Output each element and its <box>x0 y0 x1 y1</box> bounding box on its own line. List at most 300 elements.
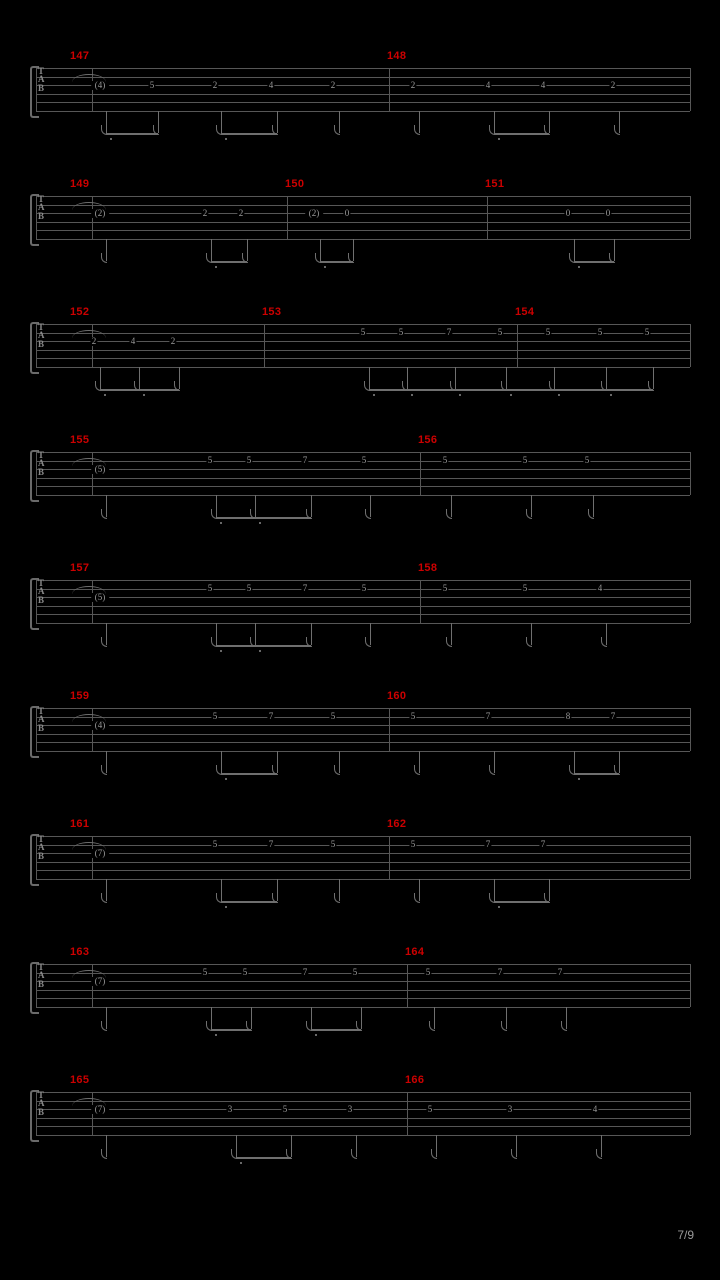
note-flag <box>101 509 107 519</box>
tab-clef-letter: B <box>38 978 45 989</box>
tab-clef <box>38 707 45 732</box>
rhythm-dot <box>558 394 560 396</box>
note-flag <box>101 893 107 903</box>
note-flag <box>101 253 107 263</box>
rhythm-dot <box>225 138 227 140</box>
tab-staff <box>36 68 690 110</box>
barline <box>389 708 390 751</box>
tab-clef-letter: A <box>38 458 45 469</box>
tab-clef <box>38 195 45 220</box>
measure-number: 155 <box>70 434 90 446</box>
beam <box>255 645 311 647</box>
staff-line <box>36 973 690 974</box>
measure-number: 166 <box>405 1074 425 1086</box>
tab-clef-letter: T <box>38 706 45 716</box>
barline <box>690 1092 691 1135</box>
staff-line <box>36 1092 690 1093</box>
tab-clef-letter: A <box>38 714 45 725</box>
rhythm-dot <box>143 394 145 396</box>
tab-note: 3 <box>347 1103 353 1114</box>
staff-line <box>36 486 690 487</box>
tab-clef-letter: B <box>38 210 45 221</box>
tab-clef-letter: A <box>38 970 45 981</box>
beam <box>574 773 619 775</box>
note-flag <box>101 1149 107 1159</box>
barline <box>690 68 691 111</box>
staff-line <box>36 870 690 871</box>
tab-clef-letter: A <box>38 1098 45 1109</box>
tab-clef-letter: T <box>38 834 45 844</box>
tab-clef-letter: T <box>38 450 45 460</box>
tab-staff <box>36 964 690 1006</box>
measure-number: 163 <box>70 946 90 958</box>
tab-note: 5 <box>330 711 336 722</box>
staff-line <box>36 836 690 837</box>
tab-note: 5 <box>361 455 367 466</box>
beam <box>320 261 353 263</box>
tab-note: 4 <box>592 1103 598 1114</box>
tab-note: 5 <box>398 327 404 338</box>
measure-number: 159 <box>70 690 90 702</box>
tab-note: 5 <box>207 455 213 466</box>
tie-slur <box>72 74 106 82</box>
note-flag <box>101 1021 107 1031</box>
tab-clef <box>38 323 45 348</box>
rhythm-dot <box>610 394 612 396</box>
tab-note: 5 <box>545 327 551 338</box>
note-flag <box>446 637 452 647</box>
tab-note: 7 <box>497 967 503 978</box>
note-flag <box>526 637 532 647</box>
staff-line <box>36 1126 690 1127</box>
staff-line <box>36 717 690 718</box>
tab-note: (7) <box>94 1103 106 1114</box>
tab-clef-letter: B <box>38 850 45 861</box>
staff-line <box>36 85 690 86</box>
tab-note: 5 <box>352 967 358 978</box>
measure-number: 157 <box>70 562 90 574</box>
measure-number: 154 <box>515 306 535 318</box>
tab-note: 5 <box>410 839 416 850</box>
measure-number: 151 <box>485 178 505 190</box>
rhythm-dot <box>259 522 261 524</box>
beam <box>311 1029 361 1031</box>
tab-clef-letter: T <box>38 194 45 204</box>
tab-note: 0 <box>344 207 350 218</box>
measure-number: 149 <box>70 178 90 190</box>
barline <box>36 452 37 495</box>
tab-staff <box>36 708 690 750</box>
tab-note: 5 <box>360 327 366 338</box>
note-flag <box>101 637 107 647</box>
staff-line <box>36 68 690 69</box>
tab-clef <box>38 67 45 92</box>
barline <box>690 964 691 1007</box>
tab-note: 4 <box>485 79 491 90</box>
tab-note: (7) <box>94 975 106 986</box>
beam <box>139 389 179 391</box>
note-flag <box>588 509 594 519</box>
tab-note: 5 <box>330 839 336 850</box>
tab-note: 7 <box>485 839 491 850</box>
staff-line <box>36 614 690 615</box>
rhythm-dot <box>510 394 512 396</box>
tab-clef <box>38 835 45 860</box>
tab-note: (4) <box>94 719 106 730</box>
tab-note: 5 <box>597 327 603 338</box>
staff-line <box>36 478 690 479</box>
tab-note: 8 <box>565 711 571 722</box>
tie-slur <box>72 1098 106 1106</box>
barline <box>690 708 691 751</box>
beam <box>494 133 549 135</box>
beam <box>221 133 277 135</box>
rhythm-dot <box>215 1034 217 1036</box>
tie-slur <box>72 714 106 722</box>
staff-line <box>36 1118 690 1119</box>
beam <box>574 261 614 263</box>
beam <box>216 645 255 647</box>
measure-number: 161 <box>70 818 90 830</box>
barline <box>36 196 37 239</box>
tab-note: 0 <box>565 207 571 218</box>
tab-note: 5 <box>522 455 528 466</box>
staff-line <box>36 606 690 607</box>
staff-line <box>36 102 690 103</box>
tab-note: 5 <box>425 967 431 978</box>
tab-note: 5 <box>584 455 590 466</box>
note-flag <box>561 1021 567 1031</box>
barline <box>690 196 691 239</box>
barline <box>36 580 37 623</box>
rhythm-dot <box>459 394 461 396</box>
beam <box>494 901 549 903</box>
barline <box>264 324 265 367</box>
staff-line <box>36 239 690 240</box>
staff-line <box>36 1101 690 1102</box>
rhythm-dot <box>220 650 222 652</box>
beam <box>216 517 255 519</box>
tab-clef-letter: B <box>38 466 45 477</box>
tab-note: (2) <box>308 207 320 218</box>
tab-note: 5 <box>361 583 367 594</box>
tie-slur <box>72 970 106 978</box>
tab-note: 3 <box>227 1103 233 1114</box>
note-flag <box>334 765 340 775</box>
tab-staff <box>36 196 690 238</box>
note-flag <box>414 893 420 903</box>
staff-line <box>36 230 690 231</box>
staff-line <box>36 222 690 223</box>
barline <box>690 452 691 495</box>
rhythm-dot <box>240 1162 242 1164</box>
rhythm-dot <box>373 394 375 396</box>
rhythm-dot <box>215 266 217 268</box>
tab-clef-letter: T <box>38 1090 45 1100</box>
tab-note: (5) <box>94 463 106 474</box>
tab-note: 5 <box>242 967 248 978</box>
tab-note: 7 <box>557 967 563 978</box>
tab-note: 2 <box>202 207 208 218</box>
note-flag <box>414 125 420 135</box>
page-number: 7/9 <box>677 1228 694 1242</box>
barline <box>36 836 37 879</box>
staff-line <box>36 998 690 999</box>
tab-note: (7) <box>94 847 106 858</box>
staff-line <box>36 469 690 470</box>
tab-note: 2 <box>170 335 176 346</box>
rhythm-dot <box>259 650 261 652</box>
staff-line <box>36 990 690 991</box>
tab-clef-letter: T <box>38 66 45 76</box>
tab-note: 7 <box>302 583 308 594</box>
tab-note: 3 <box>507 1103 513 1114</box>
tab-note: 4 <box>268 79 274 90</box>
tab-note: 5 <box>522 583 528 594</box>
tab-note: 0 <box>605 207 611 218</box>
tab-note: 7 <box>540 839 546 850</box>
tab-clef-letter: B <box>38 1106 45 1117</box>
tab-clef <box>38 451 45 476</box>
barline <box>389 836 390 879</box>
tab-note: 2 <box>212 79 218 90</box>
staff-line <box>36 452 690 453</box>
note-flag <box>334 125 340 135</box>
barline <box>36 964 37 1007</box>
note-flag <box>101 765 107 775</box>
tab-note: 5 <box>497 327 503 338</box>
tie-slur <box>72 330 106 338</box>
beam <box>606 389 653 391</box>
staff-line <box>36 111 690 112</box>
staff-line <box>36 742 690 743</box>
note-flag <box>351 1149 357 1159</box>
note-flag <box>414 765 420 775</box>
staff-line <box>36 725 690 726</box>
staff-line <box>36 964 690 965</box>
tab-note: 5 <box>282 1103 288 1114</box>
beam <box>455 389 506 391</box>
beam <box>255 517 311 519</box>
staff-line <box>36 77 690 78</box>
measure-number: 165 <box>70 1074 90 1086</box>
barline <box>36 708 37 751</box>
rhythm-dot <box>578 266 580 268</box>
measure-number: 150 <box>285 178 305 190</box>
staff-line <box>36 495 690 496</box>
tie-slur <box>72 842 106 850</box>
measure-number: 164 <box>405 946 425 958</box>
tab-note: 2 <box>91 335 97 346</box>
staff-line <box>36 981 690 982</box>
staff-line <box>36 734 690 735</box>
beam <box>106 133 158 135</box>
staff-line <box>36 367 690 368</box>
barline <box>487 196 488 239</box>
tab-clef <box>38 579 45 604</box>
tab-clef-letter: A <box>38 202 45 213</box>
tab-clef-letter: B <box>38 82 45 93</box>
measure-number: 147 <box>70 50 90 62</box>
tab-clef-letter: B <box>38 722 45 733</box>
note-flag <box>526 509 532 519</box>
beam <box>221 901 277 903</box>
tab-note: 4 <box>130 335 136 346</box>
staff-line <box>36 213 690 214</box>
staff-line <box>36 1007 690 1008</box>
tie-slur <box>72 586 106 594</box>
rhythm-dot <box>578 778 580 780</box>
staff-line <box>36 623 690 624</box>
rhythm-dot <box>104 394 106 396</box>
measure-number: 156 <box>418 434 438 446</box>
tab-clef-letter: B <box>38 338 45 349</box>
tab-note: 5 <box>202 967 208 978</box>
tab-clef-letter: A <box>38 586 45 597</box>
barline <box>420 452 421 495</box>
beam <box>506 389 554 391</box>
rhythm-dot <box>315 1034 317 1036</box>
tab-clef-letter: B <box>38 594 45 605</box>
tab-clef-letter: T <box>38 322 45 332</box>
tie-slur <box>72 202 106 210</box>
tab-note: 4 <box>540 79 546 90</box>
tab-clef <box>38 1091 45 1116</box>
staff-line <box>36 845 690 846</box>
tab-note: 5 <box>149 79 155 90</box>
tab-clef-letter: T <box>38 578 45 588</box>
rhythm-dot <box>324 266 326 268</box>
tab-note: 5 <box>212 711 218 722</box>
rhythm-dot <box>411 394 413 396</box>
tab-clef-letter: A <box>38 330 45 341</box>
tab-note: 4 <box>597 583 603 594</box>
tab-note: (5) <box>94 591 106 602</box>
staff-line <box>36 708 690 709</box>
tab-note: 5 <box>410 711 416 722</box>
tab-note: (2) <box>94 207 106 218</box>
rhythm-dot <box>225 778 227 780</box>
staff-line <box>36 751 690 752</box>
tab-staff <box>36 836 690 878</box>
tab-note: 5 <box>212 839 218 850</box>
measure-number: 148 <box>387 50 407 62</box>
staff-line <box>36 196 690 197</box>
tab-note: 7 <box>268 711 274 722</box>
tab-note: 2 <box>238 207 244 218</box>
note-flag <box>614 125 620 135</box>
note-flag <box>431 1149 437 1159</box>
tab-note: 2 <box>610 79 616 90</box>
tab-note: 7 <box>302 455 308 466</box>
measure-number: 160 <box>387 690 407 702</box>
staff-line <box>36 853 690 854</box>
staff-line <box>36 597 690 598</box>
note-flag <box>365 637 371 647</box>
rhythm-dot <box>110 138 112 140</box>
tab-note: 2 <box>330 79 336 90</box>
note-flag <box>511 1149 517 1159</box>
staff-line <box>36 94 690 95</box>
beam <box>407 389 455 391</box>
staff-line <box>36 1135 690 1136</box>
tab-note: 5 <box>246 583 252 594</box>
tab-note: 7 <box>302 967 308 978</box>
beam <box>211 1029 251 1031</box>
tab-note: 7 <box>268 839 274 850</box>
rhythm-dot <box>498 906 500 908</box>
beam <box>211 261 247 263</box>
note-flag <box>429 1021 435 1031</box>
staff-line <box>36 580 690 581</box>
tab-note: 5 <box>644 327 650 338</box>
tab-note: 7 <box>446 327 452 338</box>
staff-line <box>36 350 690 351</box>
note-flag <box>446 509 452 519</box>
rhythm-dot <box>498 138 500 140</box>
beam <box>221 773 277 775</box>
tab-clef-letter: A <box>38 74 45 85</box>
measure-number: 153 <box>262 306 282 318</box>
measure-number: 162 <box>387 818 407 830</box>
tab-note: 5 <box>207 583 213 594</box>
note-flag <box>489 765 495 775</box>
tab-note: 5 <box>427 1103 433 1114</box>
tie-slur <box>72 458 106 466</box>
tab-note: 5 <box>442 455 448 466</box>
tab-note: 5 <box>442 583 448 594</box>
beam <box>236 1157 291 1159</box>
tab-clef <box>38 963 45 988</box>
barline <box>36 324 37 367</box>
measure-number: 158 <box>418 562 438 574</box>
staff-line <box>36 358 690 359</box>
barline <box>420 580 421 623</box>
beam <box>100 389 139 391</box>
barline <box>389 68 390 111</box>
note-flag <box>596 1149 602 1159</box>
note-flag <box>334 893 340 903</box>
staff-line <box>36 324 690 325</box>
tab-clef-letter: A <box>38 842 45 853</box>
note-flag <box>365 509 371 519</box>
tab-clef-letter: T <box>38 962 45 972</box>
rhythm-dot <box>225 906 227 908</box>
tab-note: 7 <box>610 711 616 722</box>
barline <box>407 964 408 1007</box>
rhythm-dot <box>220 522 222 524</box>
barline <box>690 580 691 623</box>
beam <box>554 389 606 391</box>
note-flag <box>601 637 607 647</box>
barline <box>407 1092 408 1135</box>
barline <box>287 196 288 239</box>
barline <box>36 68 37 111</box>
tab-note: (4) <box>94 79 106 90</box>
tab-note: 7 <box>485 711 491 722</box>
barline <box>36 1092 37 1135</box>
measure-number: 152 <box>70 306 90 318</box>
barline <box>690 836 691 879</box>
staff-line <box>36 862 690 863</box>
tab-note: 2 <box>410 79 416 90</box>
tab-note: 5 <box>246 455 252 466</box>
staff-line <box>36 879 690 880</box>
barline <box>517 324 518 367</box>
note-flag <box>501 1021 507 1031</box>
barline <box>690 324 691 367</box>
staff-line <box>36 205 690 206</box>
